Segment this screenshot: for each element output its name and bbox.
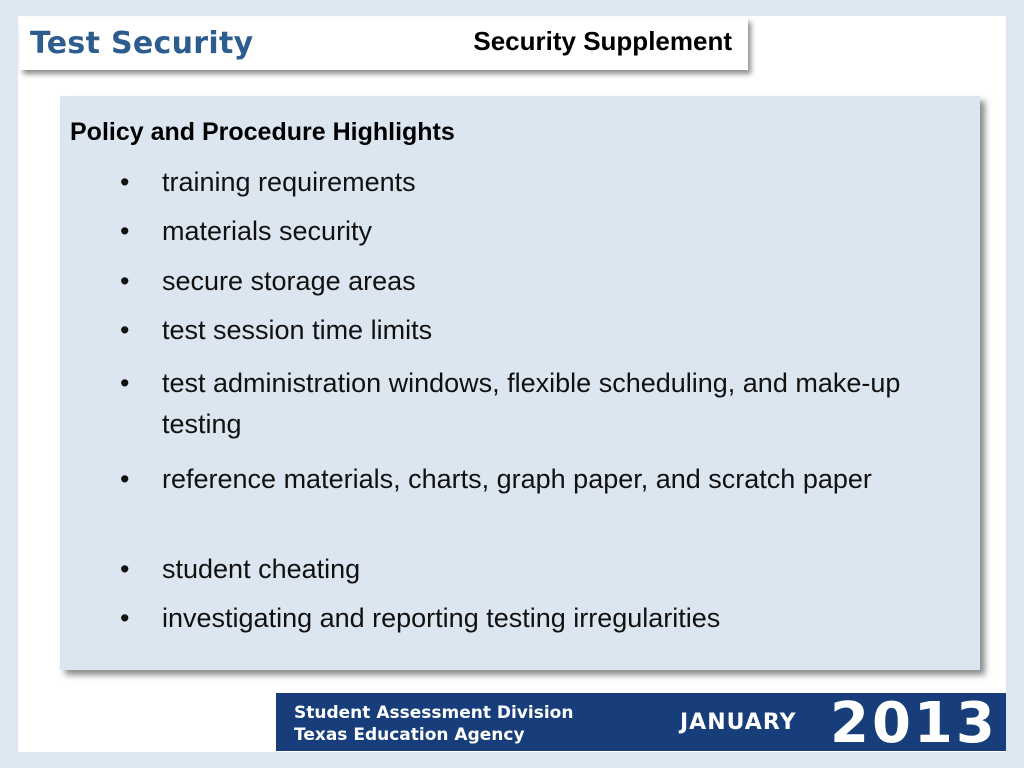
bullet-text: secure storage areas xyxy=(162,266,416,296)
footer-month: JANUARY xyxy=(680,710,797,735)
bullet-icon: • xyxy=(120,464,130,494)
bullet-text: test session time limits xyxy=(162,315,433,345)
bullet-text: student cheating xyxy=(162,554,361,584)
content-heading: Policy and Procedure Highlights xyxy=(70,118,455,146)
bullet-icon: • xyxy=(120,266,130,296)
bullet-icon: • xyxy=(120,603,130,633)
footer-organization xyxy=(294,702,573,746)
footer-division: Student Assessment Division xyxy=(294,703,574,723)
bullet-icon: • xyxy=(120,554,130,584)
bullet-icon: • xyxy=(120,315,130,345)
bullet-icon: • xyxy=(120,167,130,197)
slide-title: Security Supplement xyxy=(473,26,732,56)
bullet-text: materials security xyxy=(162,216,373,246)
bullet-text: training requirements xyxy=(162,167,416,197)
footer-agency: Texas Education Agency xyxy=(294,725,525,745)
footer-banner xyxy=(276,691,1006,756)
bullet-text: investigating and reporting testing irregularities xyxy=(162,603,721,633)
bullet-icon: • xyxy=(120,216,130,246)
test-security-logo: Test Security xyxy=(30,26,254,61)
bullet-text: test administration windows, flexible scheduling, and make-up testing xyxy=(162,368,901,439)
bullet-icon: • xyxy=(120,368,130,398)
bullet-text: reference materials, charts, graph paper, and scratch paper xyxy=(162,464,872,494)
footer-year: 2013 xyxy=(830,691,998,756)
